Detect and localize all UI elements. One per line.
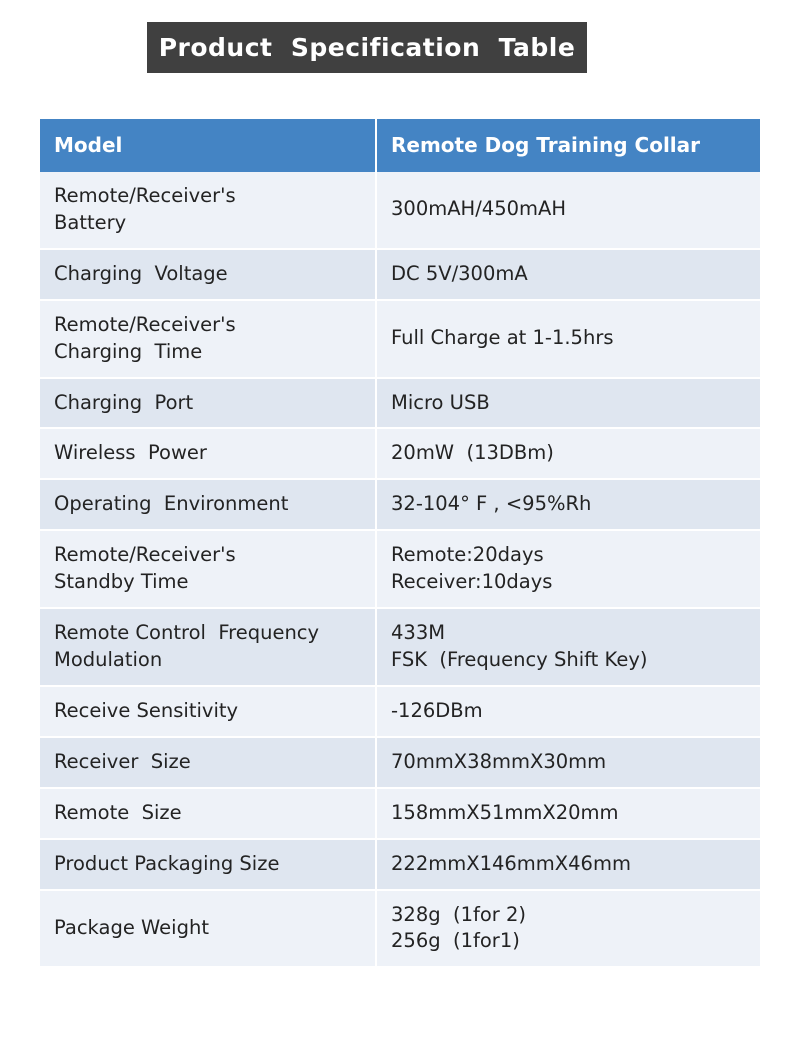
table-row <box>40 378 760 429</box>
table-row <box>40 530 760 608</box>
spec-value-cell <box>376 249 760 300</box>
spec-label-line: Package Weight <box>54 915 209 939</box>
spec-value-cell <box>376 428 760 479</box>
spec-value-line: 20mW (13DBm) <box>391 441 554 465</box>
table-row <box>40 737 760 788</box>
spec-label-line: Receiver Size <box>54 749 191 773</box>
table-row <box>40 788 760 839</box>
table-row <box>40 300 760 378</box>
table-body <box>40 172 760 966</box>
table-row <box>40 249 760 300</box>
table-row <box>40 890 760 967</box>
spec-label-line: Remote Size <box>54 800 182 824</box>
table-header-row <box>40 119 760 172</box>
spec-label-cell <box>40 530 376 608</box>
spec-label-line: Remote/Receiver's <box>54 543 236 567</box>
spec-label-line: Standby Time <box>54 570 189 594</box>
spec-value-line: 328g (1for 2) <box>391 902 527 926</box>
spec-value-cell <box>376 378 760 429</box>
spec-value-cell <box>376 479 760 530</box>
spec-label-line: Remote/Receiver's <box>54 184 236 207</box>
spec-value-cell <box>376 890 760 967</box>
spec-value-line: DC 5V/300mA <box>391 261 528 285</box>
column-header-product: Remote Dog Training Collar <box>376 119 760 172</box>
spec-label-cell <box>40 378 376 429</box>
spec-label-cell <box>40 608 376 686</box>
spec-value-cell <box>376 737 760 788</box>
spec-value-cell <box>376 686 760 737</box>
spec-value-cell <box>376 839 760 890</box>
spec-value-cell <box>376 530 760 608</box>
specification-table <box>40 119 760 966</box>
page-title: Product Specification Table <box>158 33 576 62</box>
spec-value-line: Full Charge at 1-1.5hrs <box>391 326 614 350</box>
spec-label-line: Receive Sensitivity <box>54 698 239 722</box>
spec-label-line: Operating Environment <box>54 492 289 516</box>
table-row <box>40 839 760 890</box>
spec-label-cell <box>40 479 376 530</box>
title-banner <box>147 22 587 73</box>
spec-label-cell <box>40 737 376 788</box>
spec-value-line: 256g (1for1) <box>391 929 520 953</box>
spec-value-cell <box>376 788 760 839</box>
column-header-model: Model <box>40 119 376 172</box>
table-row <box>40 686 760 737</box>
spec-label-cell <box>40 788 376 839</box>
spec-label-line: Remote/Receiver's <box>54 312 236 336</box>
table-row <box>40 608 760 686</box>
spec-value-cell <box>376 608 760 686</box>
spec-value-line: 300mAH/450mAH <box>391 197 567 221</box>
spec-label-cell <box>40 686 376 737</box>
spec-value-line: Micro USB <box>391 390 490 414</box>
spec-label-cell <box>40 890 376 967</box>
table-row <box>40 479 760 530</box>
spec-value-line: 433M <box>391 621 446 645</box>
spec-label-cell <box>40 428 376 479</box>
spec-label-line: Wireless Power <box>54 441 207 465</box>
spec-label-cell <box>40 172 376 249</box>
spec-label-line: Charging Time <box>54 339 203 363</box>
spec-label-line: Charging Port <box>54 390 194 414</box>
spec-value-cell <box>376 172 760 249</box>
spec-label-line: Charging Voltage <box>54 261 228 285</box>
spec-label-cell <box>40 300 376 378</box>
spec-label-cell <box>40 839 376 890</box>
table-header <box>40 119 760 172</box>
spec-value-line: 222mmX146mmX46mm <box>391 851 631 875</box>
spec-value-line: -126DBm <box>391 698 483 722</box>
spec-value-line: 32-104° F , <95%Rh <box>391 492 592 516</box>
spec-label-cell <box>40 249 376 300</box>
spec-label-line: Remote Control Frequency <box>54 621 320 645</box>
spec-value-line: Receiver:10days <box>391 570 553 594</box>
spec-value-line: 70mmX38mmX30mm <box>391 749 607 773</box>
table-row <box>40 428 760 479</box>
spec-value-line: Remote:20days <box>391 543 544 567</box>
spec-value-line: FSK (Frequency Shift Key) <box>391 647 648 671</box>
spec-value-line: 158mmX51mmX20mm <box>391 800 619 824</box>
spec-label-line: Battery <box>54 210 127 234</box>
spec-label-line: Modulation <box>54 647 163 671</box>
spec-value-cell <box>376 300 760 378</box>
spec-label-line: Product Packaging Size <box>54 851 280 875</box>
table-row <box>40 172 760 249</box>
